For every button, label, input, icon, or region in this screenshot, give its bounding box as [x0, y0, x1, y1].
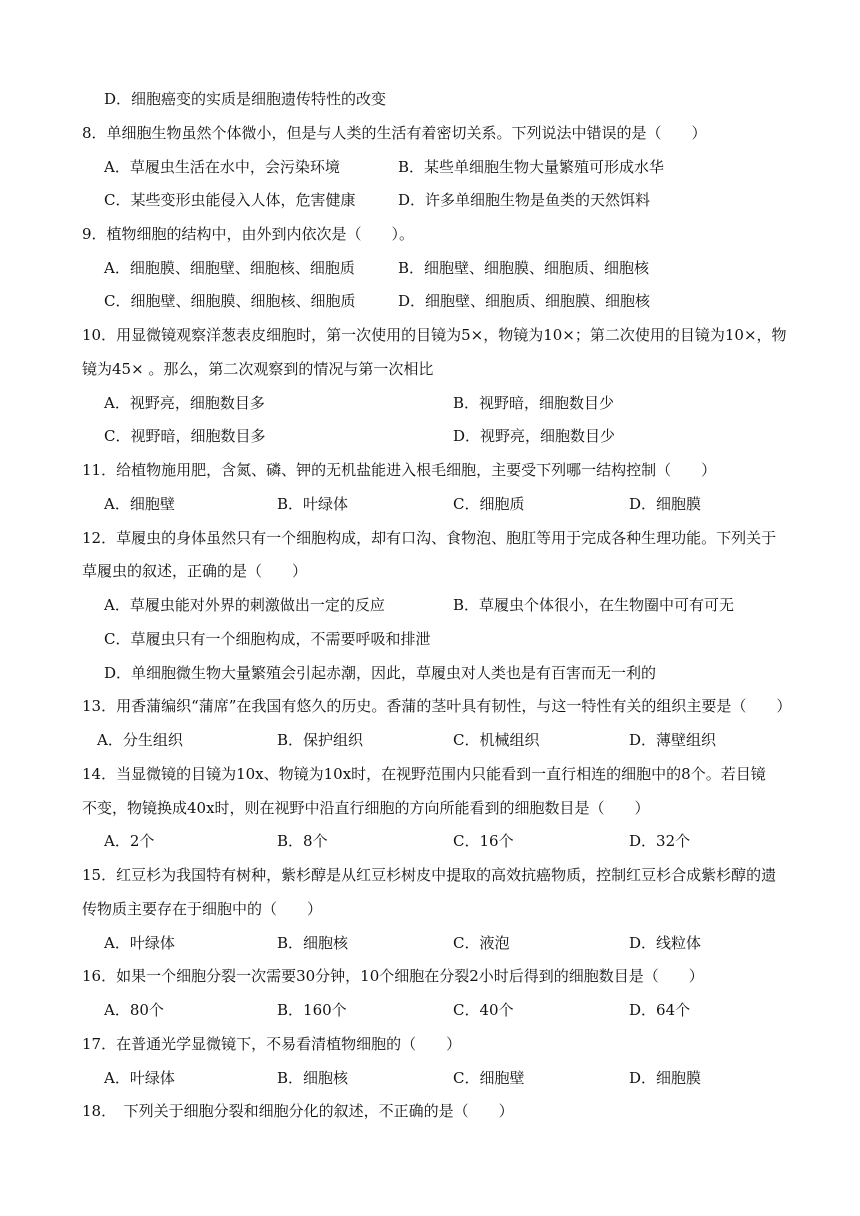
q16-option-b: B．160个: [277, 1001, 347, 1019]
q14-option-a: A．2个: [104, 832, 155, 850]
q14-option-c: C．16个: [453, 832, 514, 850]
q15-option-c: C．液泡: [453, 934, 510, 952]
q8-stem: 8．单细胞生物虽然个体微小，但是与人类的生活有着密切关系。下列说法中错误的是（ ）: [82, 124, 707, 142]
q15-stem-line2: 传物质主要存在于细胞中的（ ）: [82, 900, 323, 918]
q9-option-a: A．细胞膜、细胞壁、细胞核、细胞质: [104, 259, 355, 277]
q13-option-c: C．机械组织: [453, 731, 540, 749]
q13-stem: 13．用香蒲编织“蒲席”在我国有悠久的历史。香蒲的茎叶具有韧性，与这一特性有关的组织主要是（ ）: [82, 697, 792, 715]
q11-option-d: D．细胞膜: [629, 495, 702, 513]
q14-stem-line2: 不变，物镜换成40x时，则在视野中沿直行细胞的方向所能看到的细胞数目是（ ）: [82, 799, 650, 817]
q11-option-c: C．细胞质: [453, 495, 525, 513]
q10-option-a: A．视野亮，细胞数目多: [104, 394, 265, 412]
q16-option-d: D．64个: [629, 1001, 691, 1019]
q7-option-d: D．细胞癌变的实质是细胞遗传特性的改变: [104, 90, 387, 108]
q17-option-a: A．叶绿体: [104, 1069, 175, 1087]
q12-option-c: C．草履虫只有一个细胞构成，不需要呼吸和排泄: [104, 630, 431, 648]
q17-option-c: C．细胞壁: [453, 1069, 525, 1087]
q14-option-d: D．32个: [629, 832, 691, 850]
q16-stem: 16．如果一个细胞分裂一次需要30分钟，10个细胞在分裂2小时后得到的细胞数目是（ ）: [82, 967, 704, 985]
q8-option-a: A．草履虫生活在水中，会污染环境: [104, 158, 340, 176]
q10-stem-line2: 镜为45× 。那么，第二次观察到的情况与第一次相比: [82, 360, 434, 378]
q15-stem-line1: 15．红豆杉为我国特有树种，紫杉醇是从红豆杉树皮中提取的高效抗癌物质，控制红豆杉合成紫杉醇的遗: [82, 866, 777, 884]
q17-stem: 17．在普通光学显微镜下，不易看清植物细胞的（ ）: [82, 1035, 462, 1053]
q11-option-b: B．叶绿体: [277, 495, 349, 513]
q10-option-b: B．视野暗，细胞数目少: [453, 394, 615, 412]
q12-stem-line2: 草履虫的叙述，正确的是（ ）: [82, 562, 308, 580]
q9-stem: 9．植物细胞的结构中，由外到内依次是（ ）。: [82, 225, 415, 243]
q12-stem-line1: 12．草履虫的身体虽然只有一个细胞构成，却有口沟、食物泡、胞肛等用于完成各种生理功能。下列关于: [82, 529, 777, 547]
q16-option-c: C．40个: [453, 1001, 514, 1019]
q17-option-b: B．细胞核: [277, 1069, 349, 1087]
q17-option-d: D．细胞膜: [629, 1069, 702, 1087]
q16-option-a: A．80个: [104, 1001, 164, 1019]
q12-option-b: B．草履虫个体很小，在生物圈中可有可无: [453, 596, 735, 614]
q13-option-a: A．分生组织: [97, 731, 183, 749]
q14-option-b: B．8个: [277, 832, 328, 850]
q14-stem-line1: 14．当显微镜的目镜为10x、物镜为10x时，在视野范围内只能看到一直行相连的细胞中的8个。若目镜: [82, 765, 766, 783]
q13-option-b: B．保护组织: [277, 731, 364, 749]
q8-option-c: C．某些变形虫能侵入人体，危害健康: [104, 191, 356, 209]
q10-option-d: D．视野亮，细胞数目少: [453, 427, 616, 445]
q9-option-d: D．细胞壁、细胞质、细胞膜、细胞核: [398, 292, 651, 310]
q15-option-b: B．细胞核: [277, 934, 349, 952]
q13-option-d: D．薄壁组织: [629, 731, 717, 749]
q15-option-a: A．叶绿体: [104, 934, 175, 952]
q11-option-a: A．细胞壁: [104, 495, 175, 513]
q15-option-d: D．线粒体: [629, 934, 702, 952]
q8-option-b: B．某些单细胞生物大量繁殖可形成水华: [398, 158, 665, 176]
q9-option-c: C．细胞壁、细胞膜、细胞核、细胞质: [104, 292, 356, 310]
q18-stem: 18． 下列关于细胞分裂和细胞分化的叙述，不正确的是（ ）: [82, 1102, 514, 1120]
q9-option-b: B．细胞壁、细胞膜、细胞质、细胞核: [398, 259, 650, 277]
q12-option-d: D．单细胞微生物大量繁殖会引起赤潮，因此，草履虫对人类也是有百害而无一利的: [104, 664, 657, 682]
q8-option-d: D．许多单细胞生物是鱼类的天然饵料: [398, 191, 651, 209]
q11-stem: 11．给植物施用肥，含氮、磷、钾的无机盐能进入根毛细胞，主要受下列哪一结构控制（ ）: [82, 461, 717, 479]
q10-stem-line1: 10．用显微镜观察洋葱表皮细胞时，第一次使用的目镜为5×，物镜为10×；第二次使用的目镜为10×，物: [82, 326, 787, 344]
q12-option-a: A．草履虫能对外界的刺激做出一定的反应: [104, 596, 385, 614]
q10-option-c: C．视野暗，细胞数目多: [104, 427, 266, 445]
